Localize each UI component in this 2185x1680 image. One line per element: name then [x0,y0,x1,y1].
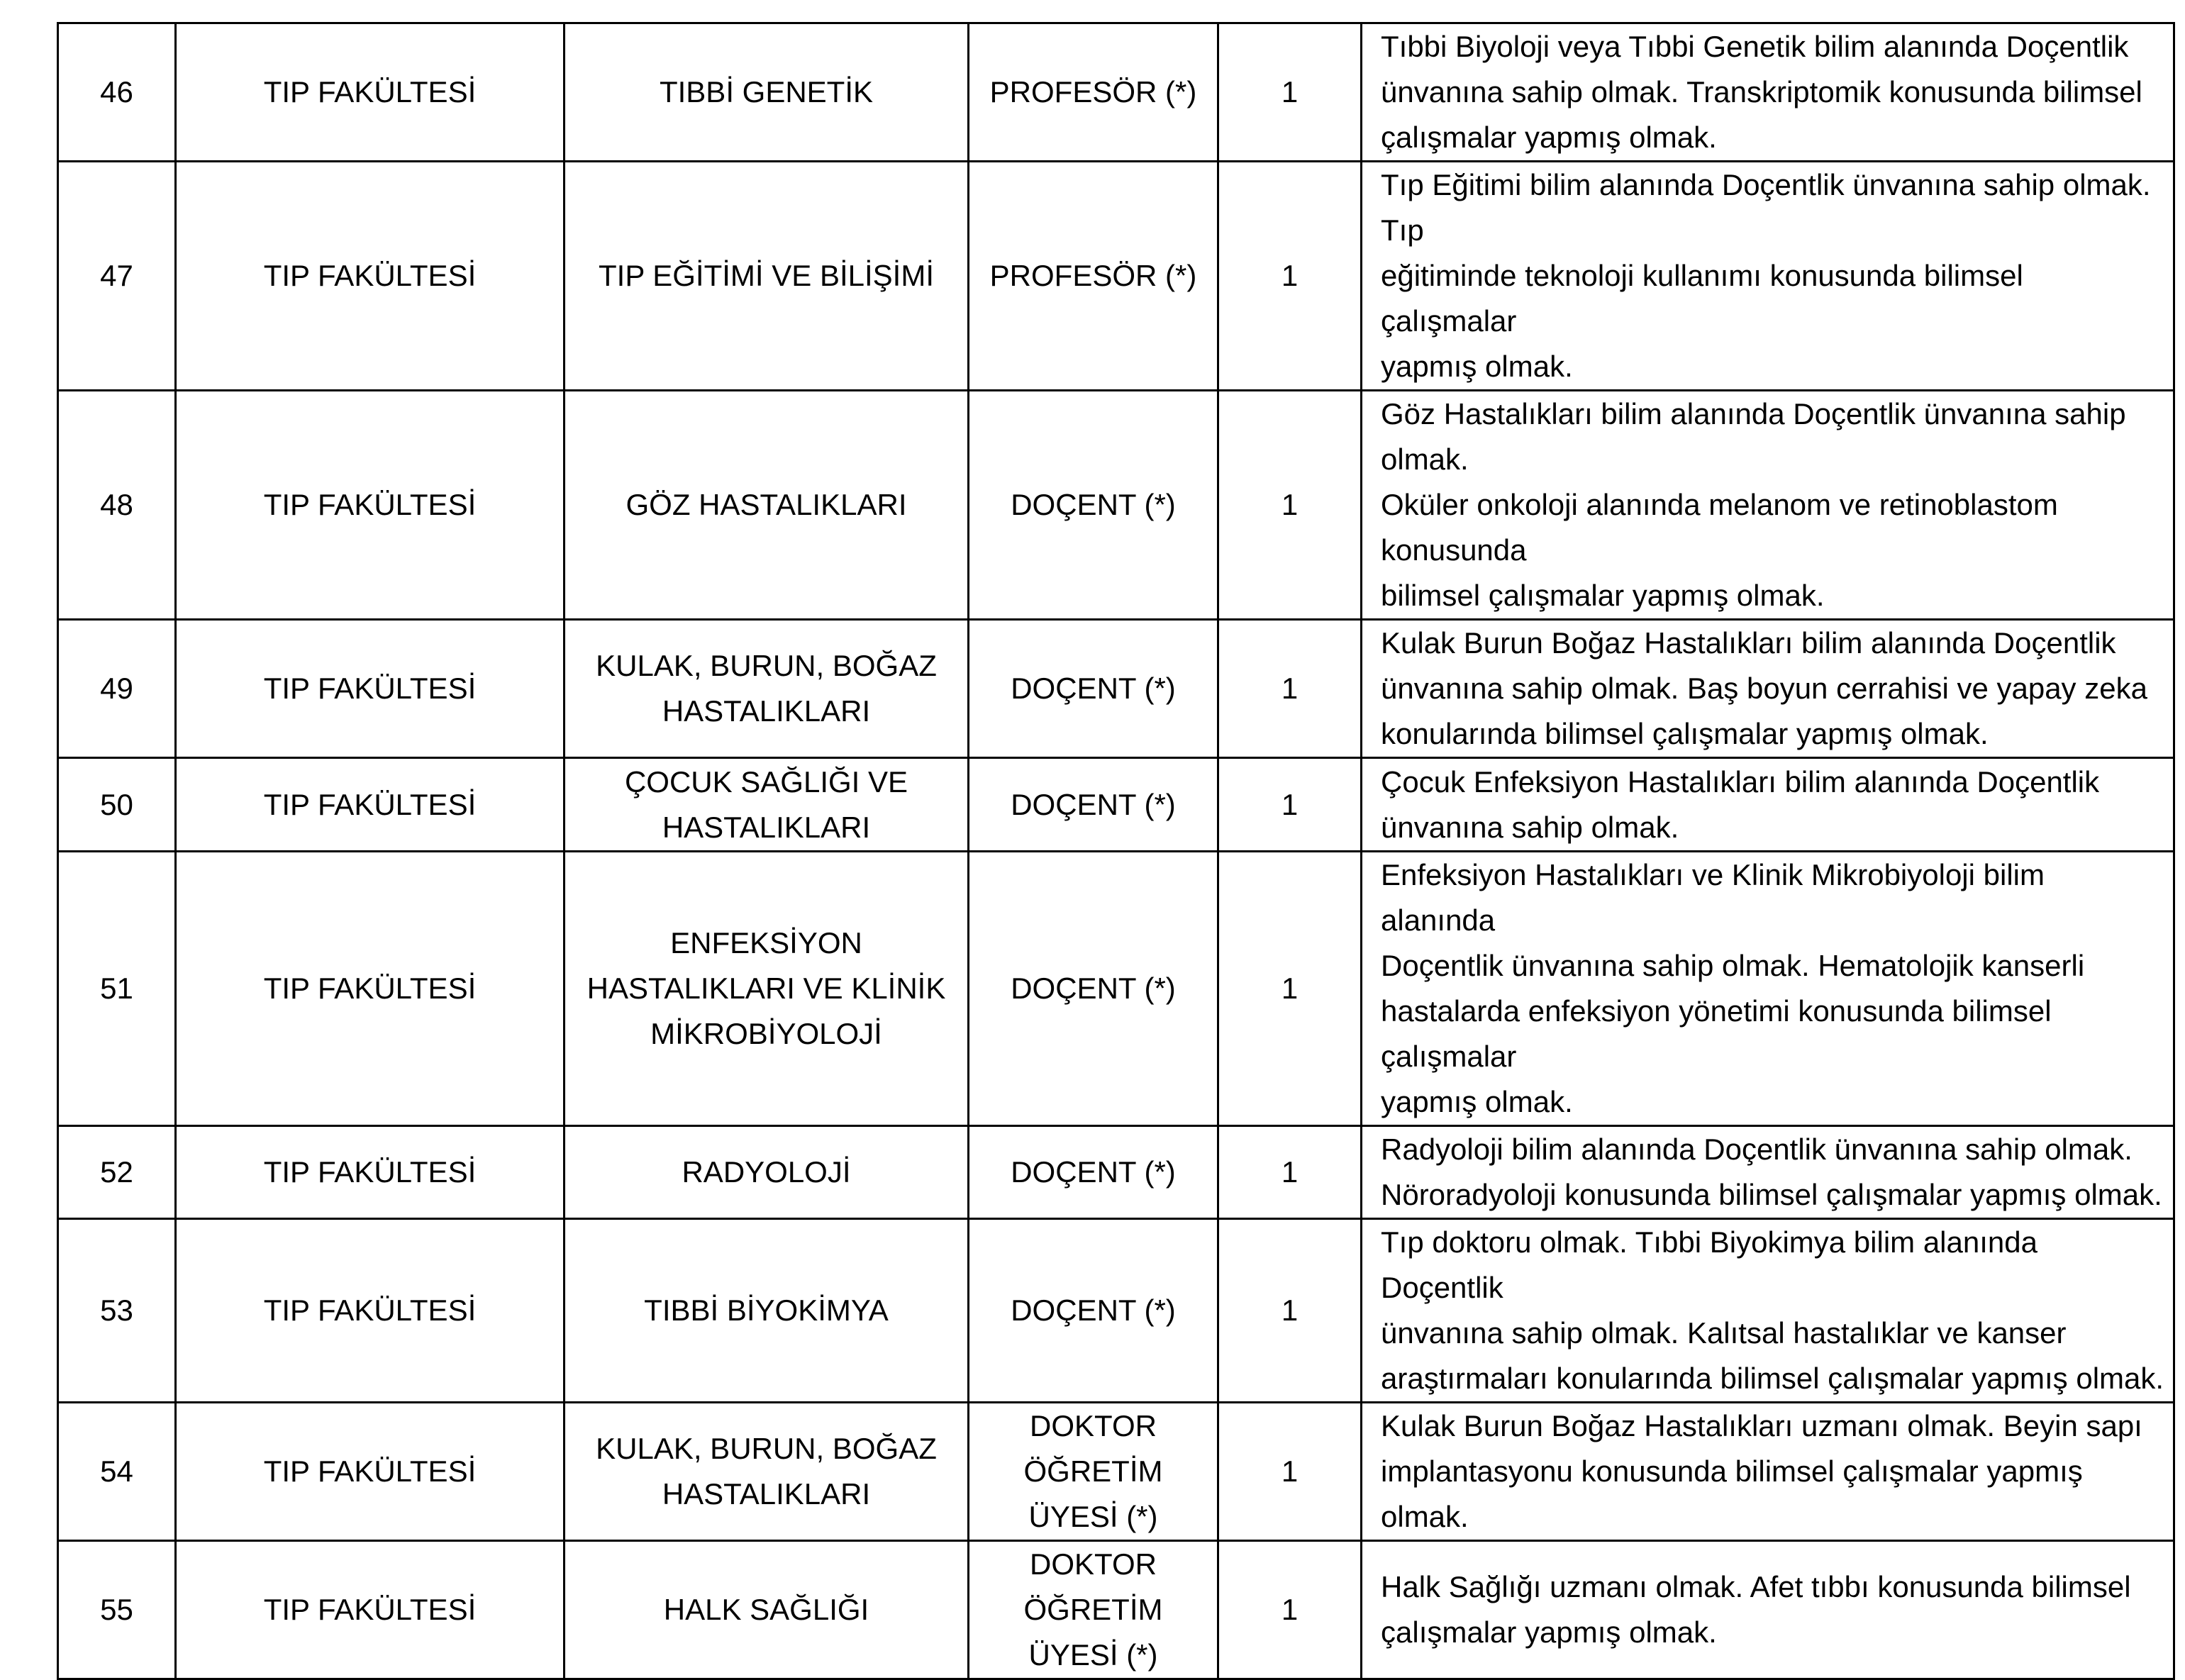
department-cell [565,620,969,758]
academic-title-cell-line: DOÇENT (*) [1011,1155,1176,1189]
department-cell-line: TIBBİ GENETİK [659,75,874,109]
department-cell [565,162,969,391]
department-cell-line: TIBBİ BİYOKİMYA [644,1294,889,1327]
department-cell [565,23,969,162]
row-number-cell: 55 [58,1541,176,1679]
requirements-cell-line: ünvanına sahip olmak. [1381,810,1679,844]
department-cell-line: RADYOLOJİ [682,1155,851,1189]
requirements-cell-line: çalışmalar yapmış olmak. [1381,1615,1717,1649]
row-number-cell: 48 [58,391,176,620]
position-count-cell: 1 [1218,162,1362,391]
requirements-cell-line: Göz Hastalıkları bilim alanında Doçentlik ünvanına sahip olmak. [1381,397,2126,476]
department-cell-line: TIP EĞİTİMİ VE BİLİŞİMİ [599,259,934,292]
requirements-cell [1362,1126,2174,1219]
academic-title-cell-line: DOKTOR [1030,1547,1157,1581]
requirements-cell [1362,162,2174,391]
requirements-cell-line: Radyoloji bilim alanında Doçentlik ünvanına sahip olmak. [1381,1133,2133,1166]
requirements-cell [1362,1541,2174,1679]
faculty-cell: TIP FAKÜLTESİ [176,162,565,391]
table-row [58,391,2174,620]
faculty-cell: TIP FAKÜLTESİ [176,852,565,1126]
position-count-cell: 1 [1218,1541,1362,1679]
row-number-cell: 54 [58,1403,176,1541]
faculty-cell: TIP FAKÜLTESİ [176,1403,565,1541]
department-cell [565,758,969,852]
department-cell [565,852,969,1126]
row-number-cell: 53 [58,1219,176,1403]
faculty-cell: TIP FAKÜLTESİ [176,1219,565,1403]
faculty-cell: TIP FAKÜLTESİ [176,620,565,758]
position-count-cell: 1 [1218,852,1362,1126]
academic-title-cell-line: DOÇENT (*) [1011,488,1176,521]
requirements-cell [1362,852,2174,1126]
requirements-cell-line: hastalarda enfeksiyon yönetimi konusunda bilimsel çalışmalar [1381,994,2052,1073]
academic-title-cell-line: ÜYESİ (*) [1028,1638,1158,1671]
academic-title-cell [969,23,1218,162]
requirements-cell-line: Nöroradyoloji konusunda bilimsel çalışmalar yapmış olmak. [1381,1178,2162,1211]
requirements-cell-line: Tıbbi Biyoloji veya Tıbbi Genetik bilim alanında Doçentlik [1381,30,2129,63]
academic-title-cell [969,758,1218,852]
requirements-cell-line: yapmış olmak. [1381,1085,1573,1118]
department-cell [565,1541,969,1679]
academic-title-cell-line: DOÇENT (*) [1011,1294,1176,1327]
requirements-cell-line: eğitiminde teknoloji kullanımı konusunda bilimsel çalışmalar [1381,259,2023,338]
department-cell-line: KULAK, BURUN, BOĞAZ [596,1432,937,1465]
requirements-cell-line: ünvanına sahip olmak. Transkriptomik konusunda bilimsel [1381,75,2142,109]
requirements-cell [1362,1403,2174,1541]
department-cell-line: HASTALIKLARI [662,810,871,844]
table-row [58,23,2174,162]
faculty-cell: TIP FAKÜLTESİ [176,1126,565,1219]
academic-title-cell [969,852,1218,1126]
requirements-cell-line: Halk Sağlığı uzmanı olmak. Afet tıbbı konusunda bilimsel [1381,1570,2131,1603]
row-number-cell: 51 [58,852,176,1126]
requirements-cell-line: çalışmalar yapmış olmak. [1381,121,1717,154]
table-row [58,1541,2174,1679]
department-cell-line: MİKROBİYOLOJİ [650,1017,882,1050]
faculty-cell: TIP FAKÜLTESİ [176,758,565,852]
department-cell-line: ENFEKSİYON [670,926,862,959]
requirements-cell [1362,620,2174,758]
row-number-cell: 47 [58,162,176,391]
department-cell [565,1126,969,1219]
requirements-cell [1362,1219,2174,1403]
requirements-cell-line: konularında bilimsel çalışmalar yapmış olmak. [1381,717,1989,750]
academic-title-cell [969,1403,1218,1541]
requirements-cell-line: araştırmaları konularında bilimsel çalışmalar yapmış olmak. [1381,1362,2164,1395]
row-number-cell: 49 [58,620,176,758]
table-row [58,1126,2174,1219]
table-row [58,620,2174,758]
positions-table [57,22,2175,1680]
table-row [58,852,2174,1126]
requirements-cell-line: Oküler onkoloji alanında melanom ve retinoblastom konusunda [1381,488,2058,567]
academic-title-cell [969,1541,1218,1679]
academic-title-cell-line: ÖĞRETİM [1023,1454,1163,1488]
academic-title-cell-line: DOÇENT (*) [1011,972,1176,1005]
faculty-cell: TIP FAKÜLTESİ [176,391,565,620]
requirements-cell-line: Enfeksiyon Hastalıkları ve Klinik Mikrobiyoloji bilim alanında [1381,858,2045,937]
row-number-cell: 46 [58,23,176,162]
academic-title-cell-line: ÜYESİ (*) [1028,1500,1158,1533]
table-row [58,758,2174,852]
table-row [58,162,2174,391]
academic-title-cell-line: DOKTOR [1030,1409,1157,1442]
requirements-cell-line: Doçentlik ünvanına sahip olmak. Hematolojik kanserli [1381,949,2085,982]
academic-title-cell-line: ÖĞRETİM [1023,1593,1163,1626]
positions-table-body [58,23,2174,1679]
academic-title-cell [969,162,1218,391]
position-count-cell: 1 [1218,1403,1362,1541]
table-row [58,1403,2174,1541]
requirements-cell-line: yapmış olmak. [1381,350,1573,383]
department-cell-line: HASTALIKLARI VE KLİNİK [586,972,946,1005]
academic-title-cell [969,391,1218,620]
position-count-cell: 1 [1218,391,1362,620]
requirements-cell-line: Tıp doktoru olmak. Tıbbi Biyokimya bilim alanında Doçentlik [1381,1225,2037,1304]
requirements-cell [1362,758,2174,852]
academic-title-cell [969,1219,1218,1403]
requirements-cell [1362,23,2174,162]
department-cell-line: KULAK, BURUN, BOĞAZ [596,649,937,682]
academic-title-cell-line: DOÇENT (*) [1011,787,1176,821]
department-cell-line: HASTALIKLARI [662,1477,871,1511]
academic-title-cell [969,1126,1218,1219]
academic-title-cell-line: PROFESÖR (*) [989,259,1197,292]
requirements-cell [1362,391,2174,620]
department-cell [565,391,969,620]
row-number-cell: 52 [58,1126,176,1219]
department-cell [565,1403,969,1541]
academic-title-cell-line: PROFESÖR (*) [989,75,1197,109]
row-number-cell: 50 [58,758,176,852]
department-cell-line: HALK SAĞLIĞI [663,1593,869,1626]
department-cell-line: GÖZ HASTALIKLARI [626,488,907,521]
academic-title-cell-line: DOÇENT (*) [1011,672,1176,705]
department-cell-line: ÇOCUK SAĞLIĞI VE [624,764,908,799]
position-count-cell: 1 [1218,1126,1362,1219]
faculty-cell: TIP FAKÜLTESİ [176,1541,565,1679]
position-count-cell: 1 [1218,1219,1362,1403]
positions-table-container [57,22,2175,1680]
requirements-cell-line: Kulak Burun Boğaz Hastalıkları bilim alanında Doçentlik [1381,626,2116,660]
department-cell-line: HASTALIKLARI [662,694,871,728]
requirements-cell-line: implantasyonu konusunda bilimsel çalışmalar yapmış olmak. [1381,1454,2083,1533]
department-cell [565,1219,969,1403]
requirements-cell-line: ünvanına sahip olmak. Kalıtsal hastalıklar ve kanser [1381,1316,2067,1350]
position-count-cell: 1 [1218,23,1362,162]
requirements-cell-line: Kulak Burun Boğaz Hastalıkları uzmanı olmak. Beyin sapı [1381,1409,2142,1442]
position-count-cell: 1 [1218,620,1362,758]
requirements-cell-line: Çocuk Enfeksiyon Hastalıkları bilim alanında Doçentlik [1381,764,2100,799]
position-count-cell: 1 [1218,758,1362,852]
table-row [58,1219,2174,1403]
faculty-cell: TIP FAKÜLTESİ [176,23,565,162]
requirements-cell-line: bilimsel çalışmalar yapmış olmak. [1381,579,1825,612]
requirements-cell-line: Tıp Eğitimi bilim alanında Doçentlik ünvanına sahip olmak. Tıp [1381,168,2151,247]
requirements-cell-line: ünvanına sahip olmak. Baş boyun cerrahisi ve yapay zeka [1381,672,2147,705]
academic-title-cell [969,620,1218,758]
